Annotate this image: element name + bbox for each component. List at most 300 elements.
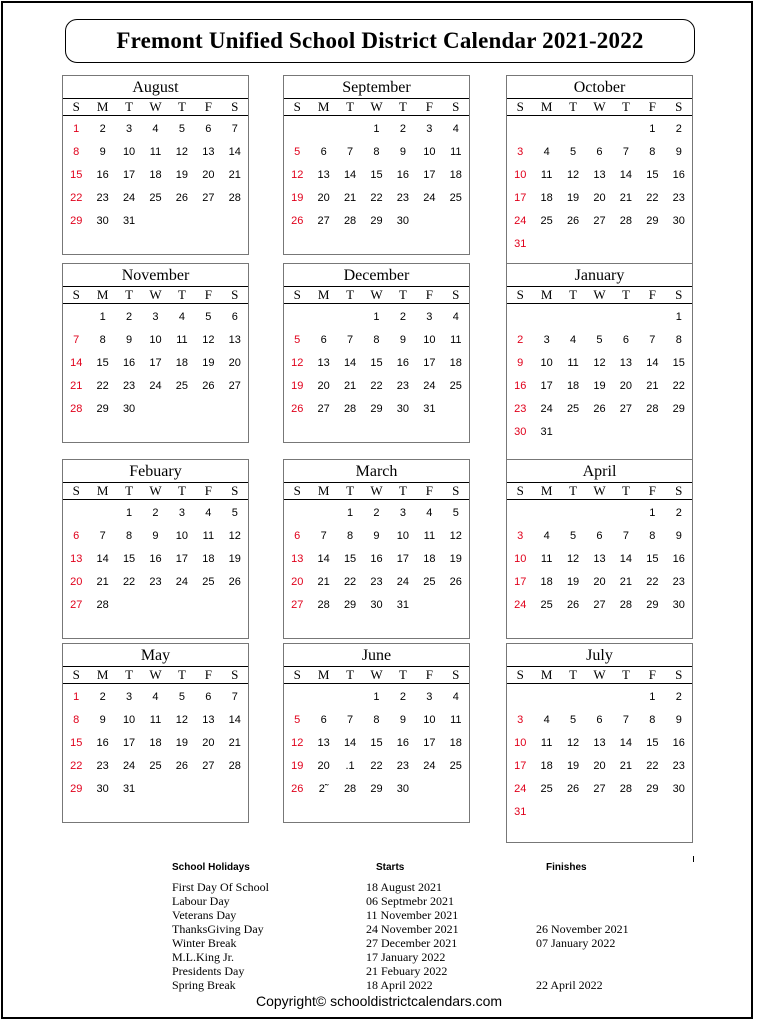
date-cell: 29 — [370, 783, 383, 795]
weekday-header: F — [648, 99, 656, 114]
weekday-header: W — [593, 99, 606, 114]
date-cell: 16 — [96, 169, 109, 181]
date-cell: 3 — [152, 311, 159, 323]
empty-day-cell — [310, 306, 336, 329]
date-cell: 19 — [449, 553, 462, 565]
holiday-starts: 06 Septmebr 2021 — [366, 894, 454, 908]
weekday-header: S — [231, 99, 239, 114]
date-cell: 23 — [370, 576, 383, 588]
date-cell: 23 — [396, 760, 410, 772]
sunday-date: 5 — [294, 334, 301, 346]
date-cell: 12 — [449, 530, 462, 542]
weekday-header: S — [452, 287, 460, 302]
date-cell: 17 — [423, 357, 436, 369]
weekday-header: S — [72, 287, 80, 302]
month-name: April — [582, 463, 617, 480]
date-cell: 13 — [593, 737, 606, 749]
date-cell: 28 — [317, 599, 330, 611]
sunday-date: 12 — [291, 737, 304, 749]
weekday-header: S — [675, 287, 683, 302]
holiday-name: Labour Day — [172, 894, 230, 908]
date-cell: 2˜ — [318, 783, 329, 795]
holiday-starts: 18 August 2021 — [366, 880, 443, 894]
date-cell: 7 — [231, 691, 238, 703]
page-title: Fremont Unified School District Calendar 2021-2022 — [116, 28, 644, 53]
date-cell: 4 — [426, 507, 433, 519]
weekday-header-row — [507, 98, 692, 116]
stray-mark — [693, 856, 694, 862]
sunday-date: 3 — [517, 530, 524, 542]
date-cell: 16 — [370, 553, 383, 565]
date-cell: 3 — [178, 507, 185, 519]
date-cell: 22 — [343, 576, 357, 588]
date-cell: 15 — [646, 737, 659, 749]
weekday-header: F — [648, 287, 656, 302]
sunday-date: 16 — [514, 380, 527, 392]
date-cell: 3 — [543, 334, 550, 346]
date-cell: 2 — [675, 691, 682, 703]
date-cell: 8 — [373, 714, 380, 726]
date-cell: 12 — [566, 553, 580, 565]
date-cell: 6 — [205, 691, 212, 703]
date-cell: 11 — [450, 714, 462, 726]
holiday-row — [170, 950, 650, 964]
month-calendar — [62, 263, 249, 443]
date-cell: 15 — [646, 169, 659, 181]
date-cell: 7 — [347, 334, 354, 346]
weekday-header: T — [621, 667, 630, 682]
date-cell: 5 — [570, 714, 577, 726]
sunday-date: 24 — [514, 783, 527, 795]
date-cell: 4 — [452, 691, 459, 703]
date-cell: 20 — [317, 192, 330, 204]
weekday-header: W — [149, 483, 162, 498]
date-cell: 24 — [423, 380, 436, 392]
date-cell: 25 — [540, 783, 553, 795]
date-cell: 10 — [396, 530, 410, 542]
holiday-header-finishes: Finishes — [546, 862, 587, 873]
date-cell: 17 — [396, 553, 410, 565]
weekday-header: M — [317, 667, 330, 682]
date-cell: 10 — [122, 714, 136, 726]
weekday-header: F — [425, 287, 433, 302]
date-cell: 25 — [449, 760, 462, 772]
date-cell: 9 — [399, 714, 406, 726]
date-cell: 16 — [122, 357, 136, 369]
date-cell: 14 — [343, 737, 357, 749]
date-cell: 10 — [175, 530, 189, 542]
date-cell: 20 — [317, 380, 330, 392]
date-cell: 26 — [566, 783, 580, 795]
weekday-header: F — [204, 667, 212, 682]
date-cell: 7 — [99, 530, 106, 542]
date-cell: 13 — [228, 334, 241, 346]
sunday-date: 9 — [517, 357, 524, 369]
empty-day-cell — [284, 686, 310, 709]
weekday-header: M — [317, 99, 330, 114]
date-cell: 26 — [202, 380, 215, 392]
day-grid — [63, 306, 248, 421]
empty-day-cell — [613, 686, 639, 709]
date-cell: 25 — [149, 192, 162, 204]
date-cell: 28 — [343, 215, 357, 227]
date-cell: 5 — [452, 507, 459, 519]
date-cell: 12 — [175, 714, 189, 726]
month-calendar — [283, 643, 470, 823]
weekday-header: T — [125, 99, 134, 114]
date-cell: 27 — [593, 783, 606, 795]
month-calendar — [506, 459, 693, 639]
date-cell: 5 — [178, 691, 185, 703]
date-cell: 2 — [99, 691, 106, 703]
date-cell: 23 — [96, 760, 109, 772]
date-cell: 4 — [543, 146, 550, 158]
date-cell: 14 — [646, 357, 659, 369]
date-cell: 5 — [570, 530, 577, 542]
sunday-date: 15 — [70, 737, 83, 749]
sunday-date: 19 — [291, 380, 304, 392]
date-cell: 10 — [540, 357, 553, 369]
weekday-header: T — [346, 483, 355, 498]
date-cell: 8 — [373, 146, 380, 158]
date-cell: 10 — [423, 334, 436, 346]
weekday-header: W — [370, 483, 383, 498]
date-cell: 21 — [343, 380, 357, 392]
date-cell: 22 — [646, 760, 659, 772]
date-cell: 25 — [566, 403, 580, 415]
date-cell: 1 — [675, 311, 682, 323]
weekday-header-row — [63, 482, 248, 500]
weekday-header: T — [398, 99, 407, 114]
date-cell: 18 — [540, 760, 553, 772]
date-cell: 22 — [646, 192, 659, 204]
date-cell: 11 — [149, 146, 162, 158]
weekday-header: S — [516, 99, 524, 114]
date-cell: 31 — [122, 215, 136, 227]
holiday-row — [170, 894, 650, 908]
holiday-row — [170, 922, 650, 936]
date-cell: 28 — [343, 783, 357, 795]
holiday-starts: 18 April 2022 — [366, 978, 433, 992]
date-cell: 24 — [122, 760, 136, 772]
date-cell: 8 — [126, 530, 133, 542]
date-cell: 29 — [646, 599, 659, 611]
holiday-row — [170, 936, 650, 950]
date-cell: .1 — [345, 760, 355, 772]
weekday-header: T — [398, 667, 407, 682]
date-cell: 20 — [593, 576, 606, 588]
empty-day-cell — [586, 686, 612, 709]
sunday-date: 8 — [73, 146, 80, 158]
weekday-header: M — [540, 483, 553, 498]
sunday-date: 24 — [514, 215, 527, 227]
sunday-date: 1 — [73, 691, 80, 703]
date-cell: 3 — [426, 691, 433, 703]
date-cell: 14 — [619, 737, 633, 749]
date-cell: 26 — [593, 403, 606, 415]
date-cell: 22 — [370, 192, 383, 204]
sunday-date: 26 — [291, 403, 304, 415]
date-cell: 18 — [540, 192, 553, 204]
date-cell: 23 — [672, 760, 685, 772]
date-cell: 6 — [320, 146, 327, 158]
date-cell: 18 — [449, 169, 462, 181]
date-cell: 21 — [619, 192, 633, 204]
date-cell: 9 — [152, 530, 159, 542]
empty-day-cell — [560, 306, 586, 329]
date-cell: 1 — [347, 507, 354, 519]
date-cell: 15 — [646, 553, 659, 565]
weekday-header: S — [293, 667, 301, 682]
weekday-header: M — [317, 287, 330, 302]
weekday-header: S — [231, 287, 239, 302]
sunday-date: 10 — [514, 737, 527, 749]
date-cell: 30 — [396, 783, 410, 795]
weekday-header-row — [507, 666, 692, 684]
date-cell: 6 — [205, 123, 212, 135]
holiday-header-starts: Starts — [376, 862, 405, 873]
date-cell: 14 — [619, 553, 633, 565]
date-cell: 28 — [619, 783, 633, 795]
date-cell: 19 — [566, 760, 580, 772]
sunday-date: 31 — [514, 806, 527, 818]
date-cell: 18 — [175, 357, 189, 369]
weekday-header: F — [204, 99, 212, 114]
weekday-header-row — [284, 482, 469, 500]
month-calendar — [62, 459, 249, 639]
date-cell: 19 — [593, 380, 606, 392]
date-cell: 15 — [122, 553, 136, 565]
weekday-header: M — [540, 667, 553, 682]
date-cell: 24 — [423, 192, 436, 204]
sunday-date: 3 — [517, 714, 524, 726]
date-cell: 1 — [373, 311, 380, 323]
sunday-date: 27 — [291, 599, 304, 611]
weekday-header: M — [317, 483, 330, 498]
date-cell: 21 — [317, 576, 330, 588]
date-cell: 13 — [619, 357, 633, 369]
date-cell: 19 — [566, 192, 580, 204]
weekday-header: W — [149, 99, 162, 114]
date-cell: 5 — [596, 334, 603, 346]
date-cell: 9 — [675, 714, 682, 726]
date-cell: 25 — [175, 380, 189, 392]
date-cell: 8 — [99, 334, 106, 346]
empty-day-cell — [639, 306, 665, 329]
date-cell: 30 — [672, 783, 685, 795]
holiday-starts: 27 December 2021 — [366, 936, 458, 950]
date-cell: 3 — [126, 123, 133, 135]
empty-day-cell — [507, 118, 533, 141]
holiday-name: Presidents Day — [172, 964, 245, 978]
sunday-date: 26 — [291, 215, 304, 227]
day-grid — [63, 118, 248, 233]
date-cell: 14 — [96, 553, 109, 565]
sunday-date: 20 — [291, 576, 304, 588]
date-cell: 30 — [672, 215, 685, 227]
date-cell: 1 — [373, 691, 380, 703]
date-cell: 4 — [152, 691, 159, 703]
date-cell: 26 — [228, 576, 241, 588]
empty-day-cell — [337, 686, 363, 709]
date-cell: 21 — [228, 169, 241, 181]
date-cell: 16 — [396, 737, 410, 749]
date-cell: 24 — [540, 403, 553, 415]
weekday-header: M — [96, 483, 109, 498]
weekday-header: M — [96, 99, 109, 114]
weekday-header-row — [284, 98, 469, 116]
weekday-header: T — [398, 483, 407, 498]
sunday-date: 5 — [294, 146, 301, 158]
date-cell: 16 — [149, 553, 162, 565]
date-cell: 10 — [423, 146, 436, 158]
date-cell: 25 — [149, 760, 162, 772]
empty-day-cell — [613, 306, 639, 329]
weekday-header: W — [593, 287, 606, 302]
date-cell: 2 — [399, 123, 406, 135]
weekday-header-row — [63, 666, 248, 684]
day-grid — [507, 502, 692, 617]
empty-day-cell — [586, 502, 612, 525]
date-cell: 15 — [370, 357, 383, 369]
holiday-starts: 21 Febuary 2022 — [366, 964, 448, 978]
weekday-header: F — [648, 667, 656, 682]
date-cell: 11 — [202, 530, 215, 542]
date-cell: 4 — [543, 530, 550, 542]
date-cell: 11 — [567, 357, 579, 369]
month-name: May — [140, 647, 171, 664]
date-cell: 24 — [149, 380, 162, 392]
date-cell: 8 — [649, 530, 656, 542]
date-cell: 7 — [622, 530, 629, 542]
date-cell: 14 — [228, 146, 241, 158]
date-cell: 20 — [593, 760, 606, 772]
holiday-name: First Day Of School — [172, 880, 269, 894]
weekday-header: S — [72, 99, 80, 114]
date-cell: 1 — [649, 123, 656, 135]
month-name: September — [342, 79, 411, 96]
month-name: March — [355, 463, 398, 480]
empty-day-cell — [533, 306, 559, 329]
date-cell: 7 — [622, 714, 629, 726]
date-cell: 17 — [423, 737, 436, 749]
empty-day-cell — [337, 306, 363, 329]
sunday-date: 29 — [70, 783, 83, 795]
date-cell: 19 — [175, 169, 189, 181]
date-cell: 23 — [672, 192, 685, 204]
date-cell: 21 — [343, 192, 357, 204]
date-cell: 16 — [672, 737, 685, 749]
sunday-date: 23 — [514, 403, 527, 415]
date-cell: 25 — [449, 380, 462, 392]
date-cell: 6 — [596, 714, 603, 726]
date-cell: 28 — [619, 599, 633, 611]
weekday-header: T — [569, 99, 578, 114]
sunday-date: 10 — [514, 169, 527, 181]
sunday-date: 27 — [70, 599, 83, 611]
holiday-name: M.L.King Jr. — [172, 950, 235, 964]
date-cell: 11 — [450, 334, 462, 346]
date-cell: 29 — [370, 403, 383, 415]
weekday-header: T — [621, 99, 630, 114]
date-cell: 28 — [619, 215, 633, 227]
empty-day-cell — [89, 502, 115, 525]
weekday-header-row — [507, 482, 692, 500]
holiday-name: Winter Break — [172, 936, 237, 950]
month-calendar — [506, 643, 693, 843]
date-cell: 22 — [370, 380, 383, 392]
date-cell: 18 — [566, 380, 580, 392]
weekday-header: M — [540, 99, 553, 114]
empty-day-cell — [310, 118, 336, 141]
holiday-row — [170, 880, 650, 894]
day-grid — [284, 306, 469, 421]
holiday-name: Veterans Day — [172, 908, 237, 922]
date-cell: 17 — [122, 737, 136, 749]
month-calendar — [283, 263, 470, 443]
date-cell: 30 — [96, 783, 109, 795]
sunday-date: 26 — [291, 783, 304, 795]
sunday-date: 29 — [70, 215, 83, 227]
date-cell: 11 — [450, 146, 462, 158]
date-cell: 9 — [126, 334, 133, 346]
weekday-header: F — [204, 287, 212, 302]
empty-day-cell — [507, 686, 533, 709]
sunday-date: 17 — [514, 760, 527, 772]
date-cell: 15 — [370, 169, 383, 181]
day-grid — [507, 306, 692, 444]
sunday-date: 24 — [514, 599, 527, 611]
date-cell: 27 — [593, 215, 606, 227]
date-cell: 13 — [317, 357, 330, 369]
empty-day-cell — [63, 502, 89, 525]
sunday-date: 31 — [514, 238, 527, 250]
date-cell: 24 — [396, 576, 410, 588]
date-cell: 14 — [228, 714, 241, 726]
sunday-date: 13 — [70, 553, 83, 565]
weekday-header: S — [452, 483, 460, 498]
date-cell: 5 — [178, 123, 185, 135]
sunday-date: 30 — [514, 426, 527, 438]
weekday-header: W — [370, 667, 383, 682]
sunday-date: 1 — [73, 123, 80, 135]
date-cell: 3 — [126, 691, 133, 703]
weekday-header: W — [370, 99, 383, 114]
date-cell: 23 — [396, 192, 410, 204]
date-cell: 12 — [202, 334, 215, 346]
weekday-header: S — [293, 99, 301, 114]
date-cell: 3 — [426, 311, 433, 323]
holiday-starts: 24 November 2021 — [366, 922, 459, 936]
date-cell: 22 — [370, 760, 383, 772]
empty-day-cell — [337, 118, 363, 141]
sunday-date: 22 — [70, 760, 83, 772]
date-cell: 9 — [675, 146, 682, 158]
date-cell: 23 — [122, 380, 136, 392]
date-cell: 6 — [320, 334, 327, 346]
date-cell: 26 — [175, 192, 189, 204]
date-cell: 20 — [228, 357, 241, 369]
weekday-header: S — [72, 667, 80, 682]
weekday-header: W — [593, 483, 606, 498]
date-cell: 2 — [399, 691, 406, 703]
date-cell: 5 — [205, 311, 212, 323]
date-cell: 18 — [449, 737, 462, 749]
date-cell: 27 — [202, 760, 215, 772]
date-cell: 20 — [593, 192, 606, 204]
weekday-header: T — [177, 483, 186, 498]
date-cell: 2 — [675, 123, 682, 135]
